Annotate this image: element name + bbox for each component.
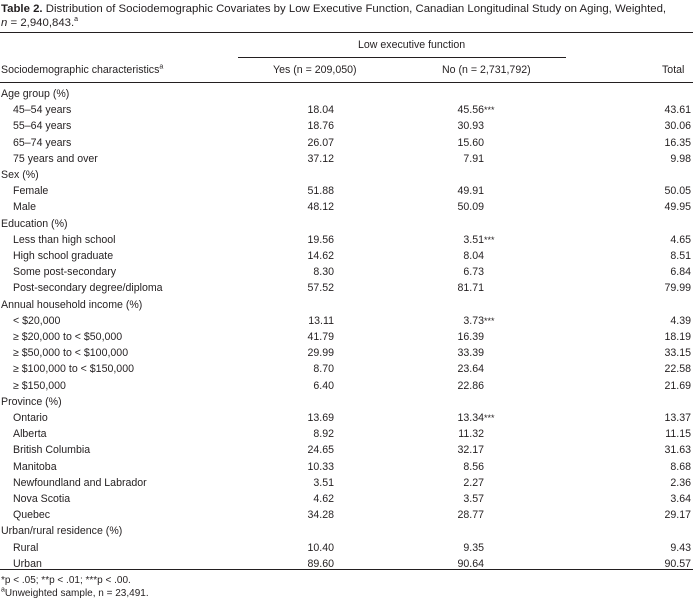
- no-value-text: 8.56: [463, 460, 484, 473]
- no-value: [400, 380, 484, 393]
- no-value-text: 6.73: [463, 266, 484, 279]
- no-value-text: 28.77: [457, 509, 484, 522]
- no-value: [400, 282, 484, 295]
- no-value: [400, 363, 484, 376]
- top-rule: [0, 32, 693, 33]
- no-value: [400, 477, 484, 490]
- significance-stars: ***: [484, 413, 495, 423]
- yes-value: 10.40: [307, 541, 334, 554]
- no-value: [400, 412, 495, 425]
- total-value: 8.51: [670, 250, 691, 262]
- significance-footnote: *p < .05; **p < .01; ***p < .00.: [1, 575, 131, 586]
- yes-value: 24.65: [307, 444, 334, 457]
- no-column-header: No (n = 2,731,792): [442, 64, 531, 76]
- header-rule: [0, 82, 693, 83]
- spanner-rule: [238, 57, 566, 58]
- total-value: 49.95: [664, 201, 691, 214]
- significance-stars: ***: [484, 315, 495, 326]
- yes-value: 19.56: [307, 233, 334, 246]
- no-value-text: 3.51: [463, 233, 484, 246]
- total-value: 50.05: [664, 185, 691, 198]
- no-value-text: 15.60: [457, 136, 484, 149]
- total-value: 16.35: [664, 136, 691, 149]
- total-value: 9.98: [670, 152, 691, 165]
- yes-value: 6.40: [313, 379, 334, 392]
- no-value-text: 23.64: [457, 363, 484, 376]
- total-value: 90.57: [664, 557, 691, 570]
- yes-column-header: Yes (n = 209,050): [273, 64, 357, 76]
- yes-value: 13.11: [308, 314, 334, 327]
- yes-value: 41.79: [307, 331, 334, 343]
- yes-value: 13.69: [307, 412, 334, 424]
- first-column-header-mark: a: [159, 63, 164, 71]
- group-label: Annual household income (%): [1, 298, 143, 311]
- caption-n-value: = 2,940,843.: [10, 17, 75, 29]
- no-value: [400, 250, 484, 263]
- row-label: Alberta: [13, 428, 47, 441]
- yes-value: 89.60: [307, 557, 334, 570]
- row-label: Nova Scotia: [13, 493, 71, 505]
- row-label: 55–64 years: [13, 120, 72, 133]
- yes-value: 57.52: [307, 282, 334, 295]
- yes-value: 34.28: [307, 509, 334, 522]
- group-label: Age group (%): [1, 88, 70, 100]
- no-value-text: 3.73: [463, 314, 484, 327]
- no-value: [400, 120, 484, 133]
- no-value: [400, 347, 484, 360]
- unweighted-footnote-mark: a: [1, 586, 5, 594]
- row-label: < $20,000: [13, 314, 61, 327]
- no-value-text: 45.56: [457, 104, 484, 117]
- row-label: 75 years and over: [13, 152, 98, 165]
- no-value-text: 7.91: [463, 152, 484, 165]
- no-value-text: 50.09: [457, 201, 484, 214]
- row-label: Post-secondary degree/diploma: [13, 282, 163, 295]
- group-label: Province (%): [1, 395, 62, 408]
- no-value: [400, 201, 484, 214]
- no-value-text: 2.27: [463, 476, 484, 489]
- no-value: [400, 509, 484, 522]
- table-label: Table 2.: [1, 3, 43, 15]
- row-label: ≥ $150,000: [13, 379, 66, 392]
- total-value: 2.36: [670, 476, 691, 489]
- yes-value: 8.30: [313, 266, 334, 279]
- first-column-header: [1, 64, 163, 77]
- row-label: ≥ $50,000 to < $100,000: [13, 347, 129, 360]
- no-value: [400, 233, 495, 247]
- no-value-text: 11.32: [458, 428, 484, 441]
- yes-value: 18.04: [307, 104, 334, 117]
- row-label: ≥ $20,000 to < $50,000: [13, 331, 123, 343]
- no-value-text: 22.86: [457, 379, 484, 392]
- total-value: 4.39: [670, 314, 691, 327]
- row-label: Female: [13, 185, 49, 198]
- no-value-text: 9.35: [463, 541, 484, 554]
- row-label: Male: [13, 201, 36, 214]
- total-value: 29.17: [664, 509, 691, 522]
- group-label: Sex (%): [1, 169, 39, 181]
- yes-value: 4.62: [313, 493, 334, 505]
- no-value: [400, 428, 484, 441]
- no-value: [400, 137, 484, 150]
- no-value-text: 49.91: [457, 185, 484, 198]
- yes-value: 37.12: [307, 152, 334, 165]
- yes-value: 8.92: [313, 428, 334, 441]
- no-value-text: 8.04: [463, 250, 484, 262]
- total-value: 31.63: [664, 444, 691, 457]
- no-value: [400, 331, 484, 344]
- total-value: 79.99: [664, 282, 691, 295]
- unweighted-footnote-text: Unweighted sample, n = 23,491.: [4, 588, 149, 599]
- total-value: 3.64: [670, 493, 691, 505]
- significance-stars: ***: [484, 105, 495, 116]
- row-label: Rural: [13, 541, 39, 554]
- no-value: [400, 461, 484, 474]
- no-value: [400, 153, 484, 166]
- no-value-text: 90.64: [457, 557, 484, 570]
- no-value-text: 32.17: [457, 444, 484, 457]
- no-value-text: 13.34: [457, 412, 484, 424]
- row-label: Quebec: [13, 509, 51, 522]
- no-value: [400, 314, 495, 328]
- yes-value: 8.70: [313, 363, 334, 376]
- total-value: 8.68: [670, 460, 691, 473]
- table-caption: [1, 2, 691, 30]
- row-label: Less than high school: [13, 233, 116, 246]
- row-label: 45–54 years: [13, 104, 72, 117]
- total-value: 6.84: [670, 266, 691, 279]
- no-value: [400, 185, 484, 198]
- row-label: Newfoundland and Labrador: [13, 476, 147, 489]
- no-value: [400, 266, 484, 279]
- total-value: 43.61: [664, 104, 691, 117]
- yes-value: 51.88: [307, 185, 334, 198]
- row-label: 65–74 years: [13, 136, 72, 149]
- yes-value: 26.07: [307, 136, 334, 149]
- total-value: 4.65: [670, 233, 691, 246]
- no-value: [400, 444, 484, 457]
- total-column-header: Total: [662, 64, 685, 76]
- row-label: Manitoba: [13, 460, 57, 473]
- total-value: 11.15: [665, 428, 691, 441]
- no-value-text: 30.93: [457, 120, 484, 133]
- no-value-text: 33.39: [457, 347, 484, 360]
- total-value: 21.69: [664, 379, 691, 392]
- row-label: British Columbia: [13, 444, 91, 457]
- caption-n: n: [1, 17, 8, 29]
- yes-value: 10.33: [307, 460, 334, 473]
- total-value: 33.15: [664, 347, 691, 360]
- row-label: High school graduate: [13, 250, 114, 262]
- caption-text: Distribution of Sociodemographic Covariates by Low Executive Function, Canadian Longitudinal Study on Aging, Weighted,: [45, 3, 667, 15]
- first-column-header-text: Sociodemographic characteristics: [1, 64, 160, 76]
- no-value: [400, 104, 495, 117]
- row-label: Ontario: [13, 412, 48, 424]
- total-value: 22.58: [664, 363, 691, 376]
- total-value: 13.37: [664, 412, 691, 424]
- row-label: ≥ $100,000 to < $150,000: [13, 363, 134, 376]
- no-value: [400, 542, 484, 555]
- yes-value: 29.99: [307, 347, 334, 360]
- no-value-text: 16.39: [457, 331, 484, 343]
- spanner-header: Low executive function: [358, 39, 466, 51]
- significance-stars: ***: [484, 234, 495, 245]
- bottom-rule: [0, 569, 693, 570]
- yes-value: 3.51: [313, 476, 334, 489]
- row-label: Some post-secondary: [13, 266, 117, 279]
- no-value-text: 81.71: [457, 282, 484, 295]
- yes-value: 48.12: [307, 201, 334, 214]
- total-value: 9.43: [670, 541, 691, 554]
- row-label: Urban: [13, 557, 42, 570]
- group-label: Urban/rural residence (%): [1, 525, 123, 538]
- yes-value: 18.76: [307, 120, 334, 133]
- no-value-text: 3.57: [463, 493, 484, 505]
- no-value: [400, 493, 484, 506]
- yes-value: 14.62: [307, 250, 334, 262]
- caption-note-mark: a: [74, 16, 79, 24]
- total-value: 18.19: [664, 331, 691, 343]
- total-value: 30.06: [664, 120, 691, 133]
- group-label: Education (%): [1, 217, 68, 230]
- unweighted-footnote: [1, 588, 149, 600]
